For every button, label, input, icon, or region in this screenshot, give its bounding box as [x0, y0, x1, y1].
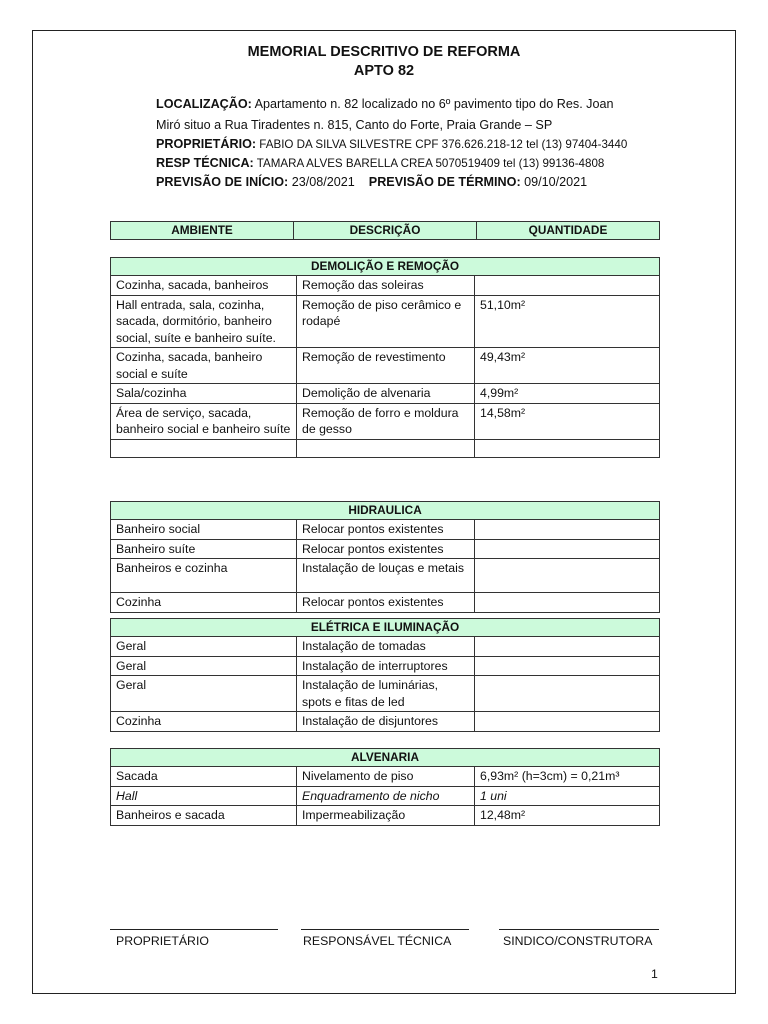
table-row [111, 295, 660, 348]
electrical-section-title: ELÉTRICA E ILUMINAÇÃO [111, 619, 660, 637]
descricao-cell: Instalação de interruptores [297, 656, 475, 676]
location-line-2: Miró situo a Rua Tiradentes n. 815, Canto do Forte, Praia Grande – SP [156, 118, 553, 132]
table-row [111, 767, 660, 787]
quantidade-cell: 4,99m² [475, 384, 660, 404]
table-row [111, 593, 660, 613]
ambiente-cell: Banheiro social [111, 520, 297, 540]
location-line-1 [156, 97, 614, 111]
manager-signature-label: SINDICO/CONSTRUTORA [503, 934, 653, 948]
col-header-descricao: DESCRIÇÃO [294, 222, 477, 240]
quantidade-cell [475, 276, 660, 296]
ambiente-cell: Geral [111, 656, 297, 676]
quantidade-cell [475, 439, 660, 457]
quantidade-cell: 14,58m² [475, 403, 660, 439]
owner-signature-line [110, 929, 278, 930]
electrical-table [110, 618, 660, 732]
table-row [111, 348, 660, 384]
table-row [111, 676, 660, 712]
document-subtitle: APTO 82 [353, 63, 415, 79]
table-row-empty [111, 439, 660, 457]
col-header-ambiente: AMBIENTE [111, 222, 294, 240]
demolition-table [110, 257, 660, 458]
owner-label: PROPRIETÁRIO: [156, 137, 257, 151]
descricao-cell: Instalação de louças e metais [297, 559, 475, 593]
owner-signature-label: PROPRIETÁRIO [116, 934, 209, 948]
owner-value: FABIO DA SILVA SILVESTRE CPF 376.626.218-12 tel (13) 97404-3440 [256, 138, 628, 151]
end-value: 09/10/2021 [520, 175, 588, 189]
quantidade-cell: 6,93m² (h=3cm) = 0,21m³ [475, 767, 660, 787]
quantidade-cell [475, 539, 660, 559]
ambiente-cell: Banheiros e cozinha [111, 559, 297, 593]
schedule-line [156, 175, 587, 189]
ambiente-cell: Hall entrada, sala, cozinha, sacada, dormitório, banheiro social, suíte e banheiro suíte. [111, 295, 297, 348]
descricao-cell: Instalação de luminárias, spots e fitas de led [297, 676, 475, 712]
descricao-cell: Enquadramento de nicho [297, 786, 475, 806]
ambiente-cell: Geral [111, 676, 297, 712]
table-row [111, 403, 660, 439]
ambiente-cell: Geral [111, 637, 297, 657]
quantidade-cell [475, 637, 660, 657]
ambiente-cell [111, 439, 297, 457]
manager-signature-line [499, 929, 659, 930]
location-value-1: Apartamento n. 82 localizado no 6º pavimento tipo do Res. Joan [251, 97, 614, 111]
quantidade-cell [475, 712, 660, 732]
owner-line [156, 137, 627, 151]
descricao-cell: Instalação de tomadas [297, 637, 475, 657]
descricao-cell: Relocar pontos existentes [297, 520, 475, 540]
table-row [111, 806, 660, 826]
quantidade-cell: 49,43m² [475, 348, 660, 384]
descricao-cell: Nivelamento de piso [297, 767, 475, 787]
quantidade-cell [475, 520, 660, 540]
demolition-section-title: DEMOLIÇÃO E REMOÇÃO [111, 258, 660, 276]
ambiente-cell: Cozinha, sacada, banheiros [111, 276, 297, 296]
descricao-cell: Relocar pontos existentes [297, 593, 475, 613]
start-value: 23/08/2021 [288, 175, 366, 189]
ambiente-cell: Cozinha, sacada, banheiro social e suíte [111, 348, 297, 384]
table-row [111, 276, 660, 296]
location-label: LOCALIZAÇÃO: [156, 97, 252, 111]
descricao-cell: Remoção de forro e moldura de gesso [297, 403, 475, 439]
ambiente-cell: Banheiros e sacada [111, 806, 297, 826]
descricao-cell: Remoção de piso cerâmico e rodapé [297, 295, 475, 348]
table-row [111, 539, 660, 559]
tech-signature-line [301, 929, 469, 930]
ambiente-cell: Sala/cozinha [111, 384, 297, 404]
ambiente-cell: Área de serviço, sacada, banheiro social e banheiro suíte [111, 403, 297, 439]
ambiente-cell: Hall [111, 786, 297, 806]
start-label: PREVISÃO DE INÍCIO: [156, 175, 289, 189]
quantidade-cell [475, 593, 660, 613]
tech-resp-label: RESP TÉCNICA: [156, 156, 254, 170]
tech-signature-label: RESPONSÁVEL TÉCNICA [303, 934, 452, 948]
document-title: MEMORIAL DESCRITIVO DE REFORMA [247, 44, 521, 60]
ambiente-cell: Cozinha [111, 593, 297, 613]
table-row [111, 656, 660, 676]
quantidade-cell [475, 676, 660, 712]
column-header-table [110, 221, 660, 240]
masonry-section-title: ALVENARIA [111, 749, 660, 767]
col-header-quantidade: QUANTIDADE [477, 222, 660, 240]
table-row [111, 637, 660, 657]
quantidade-cell: 51,10m² [475, 295, 660, 348]
descricao-cell: Remoção de revestimento [297, 348, 475, 384]
quantidade-cell [475, 656, 660, 676]
table-row [111, 384, 660, 404]
end-label: PREVISÃO DE TÉRMINO: [368, 175, 521, 189]
descricao-cell: Instalação de disjuntores [297, 712, 475, 732]
descricao-cell: Impermeabilização [297, 806, 475, 826]
descricao-cell [297, 439, 475, 457]
quantidade-cell [475, 559, 660, 593]
table-row [111, 559, 660, 593]
masonry-table [110, 748, 660, 826]
tech-resp-line [156, 156, 604, 170]
descricao-cell: Demolição de alvenaria [297, 384, 475, 404]
ambiente-cell: Banheiro suíte [111, 539, 297, 559]
page-number: 1 [651, 967, 658, 981]
table-row [111, 786, 660, 806]
plumbing-section-title: HIDRAULICA [111, 502, 660, 520]
plumbing-table [110, 501, 660, 613]
descricao-cell: Remoção das soleiras [297, 276, 475, 296]
ambiente-cell: Sacada [111, 767, 297, 787]
tech-resp-value: TAMARA ALVES BARELLA CREA 5070519409 tel (13) 99136-4808 [253, 157, 605, 170]
table-row [111, 520, 660, 540]
ambiente-cell: Cozinha [111, 712, 297, 732]
table-row [111, 712, 660, 732]
quantidade-cell: 1 uni [475, 786, 660, 806]
descricao-cell: Relocar pontos existentes [297, 539, 475, 559]
quantidade-cell: 12,48m² [475, 806, 660, 826]
